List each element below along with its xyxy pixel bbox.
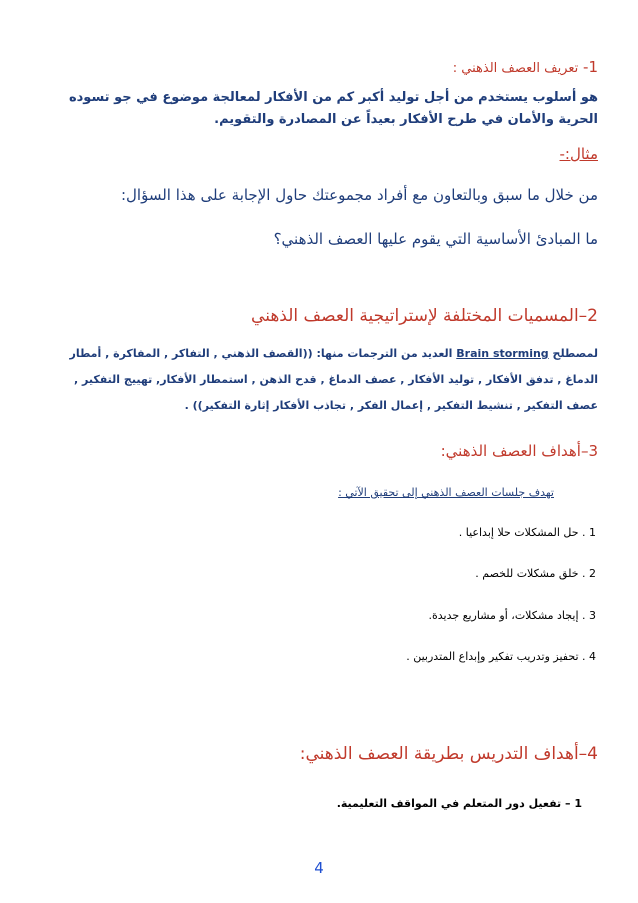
- definition-line-2: الحرية والأمان في طرح الأفكار بعيداً عن المصادرة والتقويم.: [214, 112, 598, 127]
- question-line-1: من خلال ما سبق وبالتعاون مع أفراد مجموعتك حاول الإجابة على هذا السؤال:: [120, 186, 598, 204]
- goal-item-1: [40, 526, 596, 539]
- line-1-part-b: العديد من الترجمات منها: ((: [302, 347, 453, 360]
- section-1-number: 1-: [583, 58, 598, 76]
- goal-item-4: [40, 650, 596, 663]
- section-1-title-text: تعريف العصف الذهني :: [452, 61, 579, 76]
- goal-item-1-number: 1: [589, 526, 596, 539]
- goal-item-4-number: 4: [589, 650, 596, 663]
- line-1-part-c: القصف الذهني , التفاكر , المفاكرة , أمطار: [69, 347, 303, 360]
- goal-item-4-text: . تحفيز وتدريب تفكير وإبداع المتدربين .: [406, 650, 586, 663]
- page-number: 4: [314, 859, 324, 877]
- goal-item-2-text: . خلق مشكلات للخصم .: [475, 567, 586, 580]
- section-4-heading: 4–أهداف التدريس بطريقة العصف الذهني:: [299, 744, 598, 764]
- section-2-line-3: عصف التفكير , تنشيط التفكير , إعمال الفكر , تجاذب الأفكار إثارة التفكير)) .: [184, 399, 598, 412]
- section-2-line-2: الدماغ , تدفق الأفكار , توليد الأفكار , عصف الدماغ , قدح الذهن , استمطار الأفكار, تهييج التفكير ,: [74, 373, 598, 386]
- goal-item-3-text: . إيجاد مشكلات، أو مشاريع جديدة.: [428, 609, 586, 622]
- section-3-intro: [40, 486, 554, 499]
- section-2-line-1: [40, 347, 598, 360]
- section-3-heading: 3–أهداف العصف الذهني:: [440, 442, 598, 460]
- question-line-2: ما المبادئ الأساسية التي يقوم عليها العصف الذهني؟: [273, 230, 598, 248]
- section-4-item-1: 1 – تفعيل دور المتعلم في المواقف التعليمية.: [336, 797, 582, 810]
- definition-line-1: هو أسلوب يستخدم من أجل توليد أكبر كم من الأفكار لمعالجة موضوع في جو تسوده: [68, 90, 598, 105]
- section-3-intro-text: تهدف جلسات العصف الذهني إلى تحقيق الآتي :: [338, 486, 554, 499]
- goal-item-2-number: 2: [589, 567, 596, 580]
- goal-item-3: [40, 609, 596, 622]
- example-label: مثال:-: [559, 145, 598, 163]
- section-1-title: [40, 58, 598, 76]
- goal-item-3-number: 3: [589, 609, 596, 622]
- line-1-part-a: لمصطلح: [552, 347, 598, 360]
- goal-item-2: [40, 567, 596, 580]
- goal-item-1-text: . حل المشكلات حلا إبداعيا .: [458, 526, 586, 539]
- brain-storming-term: Brain storming: [456, 347, 549, 360]
- section-2-heading: 2–المسميات المختلفة لإستراتيجية العصف الذهني: [251, 306, 598, 326]
